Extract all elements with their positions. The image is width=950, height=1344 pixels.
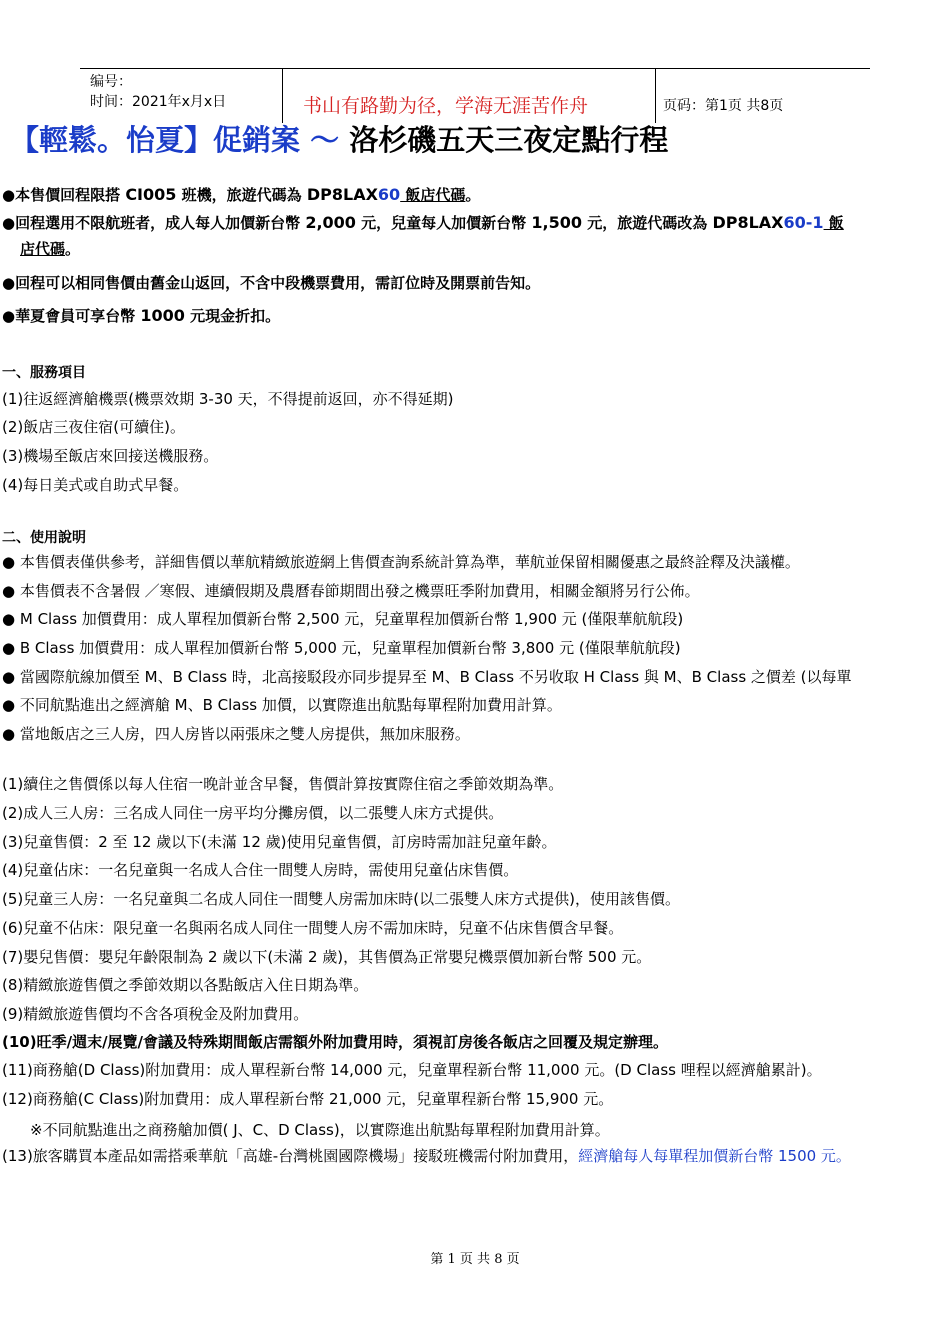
title-itinerary: 洛杉磯五天三夜定點行程	[349, 123, 669, 157]
usage-bullet: ● 當國際航線加價至 M、B Class 時，北高接駁段亦同步提昇至 M、B Class 不另收取 H Class 與 M、B Class 之價差 (以每單	[2, 668, 852, 686]
note-open-return: ●回程選用不限航班者，成人每人加價新台幣 2,000 元，兒童每人加價新台幣 1,500 元，旅遊代碼改為 DP8LAX60-1 飯	[2, 213, 844, 232]
rule-item: (11)商務艙(D Class)附加費用：成人單程新台幣 14,000 元，兒童單程新台幣 11,000 元。(D Class 哩程以經濟艙累計)。	[2, 1061, 822, 1079]
rule-item: (8)精緻旅遊售價之季節效期以各點飯店入住日期為準。	[2, 976, 369, 994]
rule-item: (9)精緻旅遊售價均不含各項稅金及附加費用。	[2, 1005, 309, 1023]
usage-bullet: ● 當地飯店之三人房，四人房皆以兩張床之雙人房提供，無加床服務。	[2, 725, 470, 743]
note-member-discount: ●華夏會員可享台幣 1000 元現金折扣。	[2, 306, 281, 325]
time-label: 时间：2021年x月x日	[90, 94, 227, 110]
rule-item: (3)兒童售價：2 至 12 歲以下(未滿 12 歲)使用兒童售價，訂房時需加註兒童年齡。	[2, 833, 557, 851]
note-return-flight: ●本售價回程限搭 CI005 班機，旅遊代碼為 DP8LAX60 飯店代碼。	[2, 185, 481, 204]
rule-item: (7)嬰兒售價：嬰兒年齡限制為 2 歲以下(未滿 2 歲)，其售價為正常嬰兒機票價加新台幣 500 元。	[2, 948, 652, 966]
usage-bullet: ● 本售價表不含暑假 ／寒假、連續假期及農曆春節期間出發之機票旺季附加費用，相關金額將另行公佈。	[2, 582, 700, 600]
page-info: 页码：第1页 共8页	[663, 98, 784, 114]
rule-item: (5)兒童三人房：一名兒童與二名成人同住一間雙人房需加床時(以二張雙人床方式提供)，使用該售價。	[2, 890, 680, 908]
rule-item: (1)續住之售價係以每人住宿一晚計並含早餐，售價計算按實際住宿之季節效期為準。	[2, 775, 564, 793]
service-item: (1)往返經濟艙機票(機票效期 3-30 天，不得提前返回，亦不得延期)	[2, 390, 454, 408]
rule-note: ※不同航點進出之商務艙加價( J、C、D Class)，以實際進出航點每單程附加費用計算。	[30, 1121, 610, 1139]
page-title	[10, 118, 668, 159]
service-item: (3)機場至飯店來回接送機服務。	[2, 447, 219, 465]
usage-bullet: ● 不同航點進出之經濟艙 M、B Class 加價，以實際進出航點每單程附加費用計算。	[2, 696, 562, 714]
usage-bullet: ● 本售價表僅供參考，詳細售價以華航精緻旅遊網上售價查詢系統計算為準，華航並保留相關優惠之最終詮釋及決議權。	[2, 553, 800, 571]
rule-item: (6)兒童不佔床：限兒童一名與兩名成人同住一間雙人房不需加床時，兒童不佔床售價含早餐。	[2, 919, 624, 937]
page-header	[80, 68, 870, 123]
service-item: (4)每日美式或自助式早餐。	[2, 476, 189, 494]
rule-item: (12)商務艙(C Class)附加費用：成人單程新台幣 21,000 元，兒童單程新台幣 15,900 元。	[2, 1090, 614, 1108]
section-usage-heading: 二、使用說明	[2, 530, 86, 546]
page-footer: 第 1 页 共 8 页	[430, 1252, 520, 1267]
number-label: 编号：	[90, 74, 132, 90]
rule-item-13: (13)旅客購買本產品如需搭乘華航「高雄-台灣桃園國際機場」接駁班機需付附加費用，經濟艙每人每單程加價新台幣 1500 元。	[2, 1147, 851, 1165]
header-motto-cell	[282, 69, 656, 123]
rule-item: (10)旺季/週末/展覽/會議及特殊期間飯店需額外附加費用時，須視訂房後各飯店之回覆及規定辦理。	[2, 1033, 669, 1051]
service-item: (2)飯店三夜住宿(可續住)。	[2, 418, 185, 436]
title-promo: 【輕鬆。怡夏】促銷案 ～	[10, 123, 340, 157]
rule-item: (4)兒童佔床：一名兒童與一名成人合住一間雙人房時，需使用兒童佔床售價。	[2, 861, 519, 879]
header-page-cell	[655, 69, 870, 123]
header-left-cell	[80, 69, 282, 123]
note-sfo-return: ●回程可以相同售價由舊金山返回，不含中段機票費用，需訂位時及開票前告知。	[2, 274, 541, 292]
usage-bullet: ● B Class 加價費用：成人單程加價新台幣 5,000 元，兒童單程加價新台幣 3,800 元 (僅限華航航段)	[2, 639, 681, 657]
usage-bullet: ● M Class 加價費用：成人單程加價新台幣 2,500 元，兒童單程加價新台幣 1,900 元 (僅限華航航段)	[2, 610, 684, 628]
section-services-heading: 一、服務項目	[2, 365, 86, 381]
note-open-return-cont: 店代碼。	[20, 240, 81, 258]
rule-item: (2)成人三人房：三名成人同住一房平均分攤房價，以二張雙人床方式提供。	[2, 804, 504, 822]
motto-text: 书山有路勤为径，学海无涯苦作舟	[303, 95, 589, 117]
